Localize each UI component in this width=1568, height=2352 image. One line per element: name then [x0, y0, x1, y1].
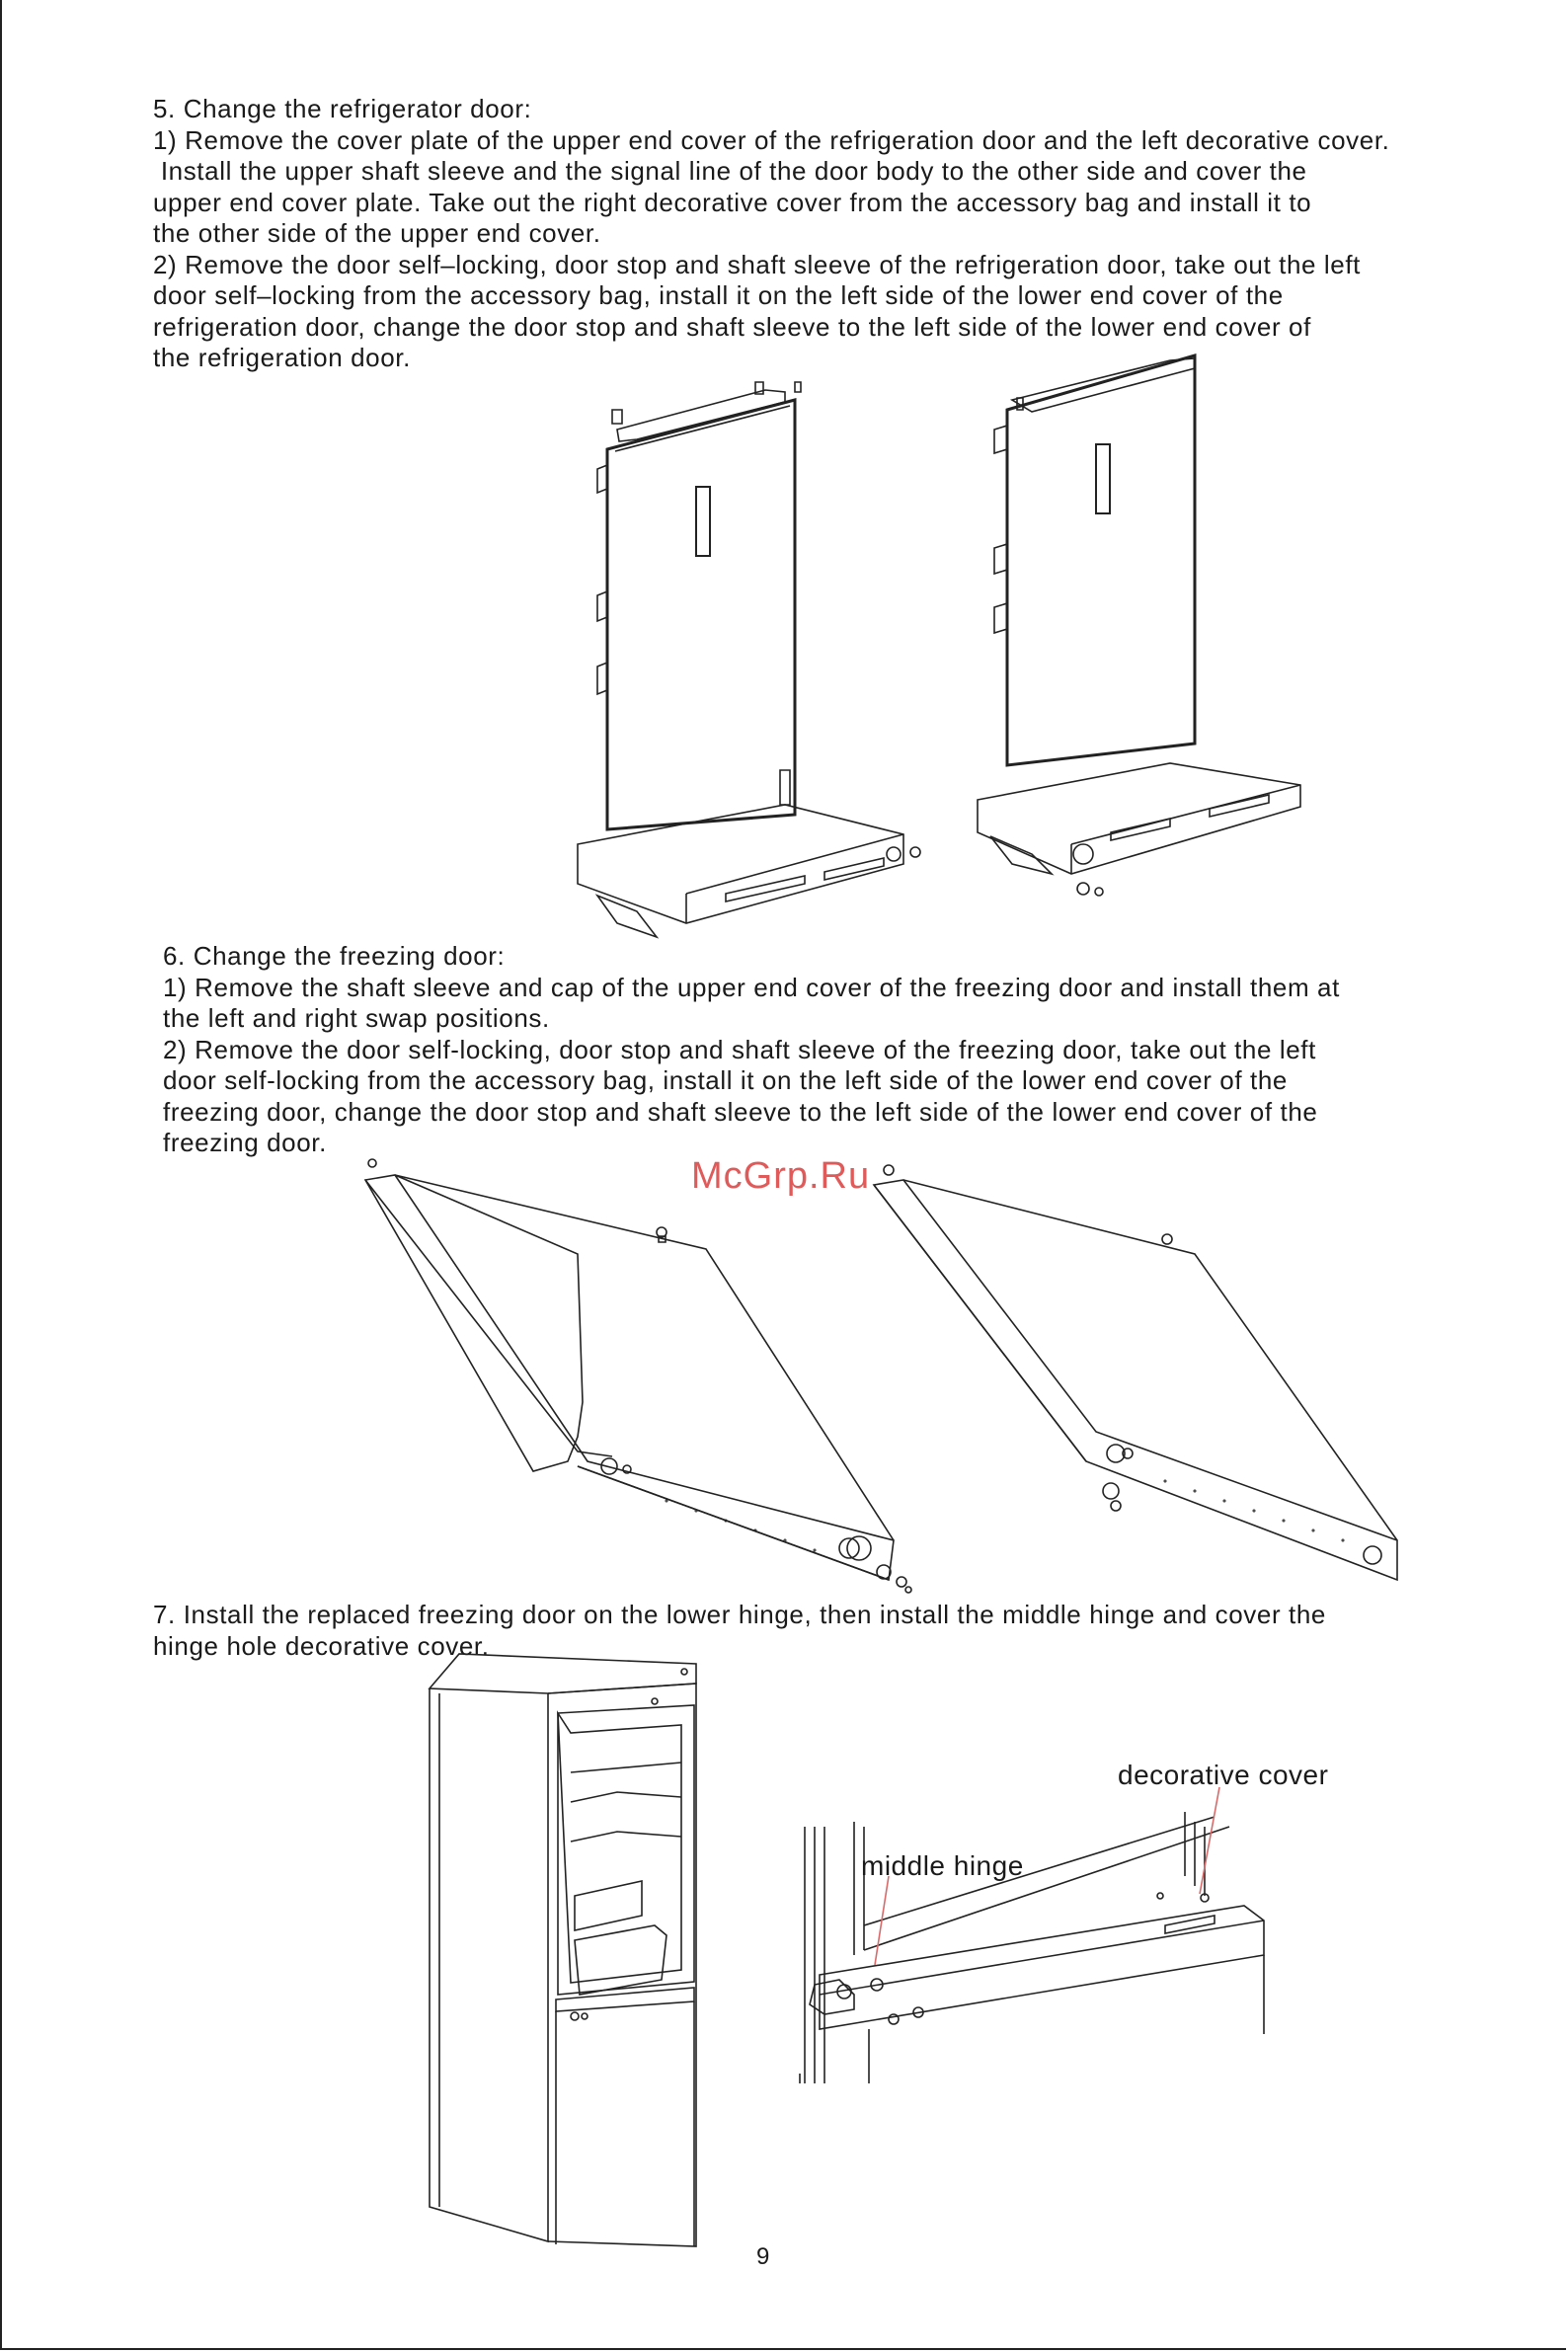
section-5-instructions: [153, 94, 1389, 374]
decorative-cover-leader: [1200, 1787, 1219, 1894]
section-7-heading: 7. Install the replaced freezing door on the lower hinge, then install the middle hinge and cover the: [153, 1600, 1326, 1629]
freezing-door-after-illustration: [869, 1165, 1422, 1619]
label-leader-lines: [869, 1787, 1224, 1985]
middle-hinge-leader: [875, 1876, 889, 1965]
section-5-line: Install the upper shaft sleeve and the signal line of the door body to the other side and cover the: [153, 156, 1307, 186]
section-6-line: 2) Remove the door self-locking, door stop and shaft sleeve of the freezing door, take out the left: [163, 1034, 1316, 1064]
refrigerator-assembled-illustration: [430, 1654, 711, 2246]
section-6-line: the left and right swap positions.: [163, 1003, 550, 1033]
section-6-line: freezing door.: [163, 1128, 327, 1157]
section-5-line: the refrigeration door.: [153, 343, 411, 372]
section-6-line: door self-locking from the accessory bag, install it on the left side of the lower end cover of the: [163, 1065, 1288, 1095]
section-5-line: door self–locking from the accessory bag, install it on the left side of the lower end cover of the: [153, 280, 1284, 310]
section-6-line: 1) Remove the shaft sleeve and cap of the upper end cover of the freezing door and install them at: [163, 972, 1340, 1002]
watermark: McGrp.Ru: [691, 1155, 871, 1197]
section-7-line: hinge hole decorative cover.: [153, 1630, 490, 1661]
section-5-line: refrigeration door, change the door stop and shaft sleeve to the left side of the lower end cover of: [153, 311, 1311, 342]
page-number: 9: [756, 2243, 770, 2270]
middle-hinge-label: middle hinge: [861, 1850, 1024, 1881]
refrigerator-door-before-illustration: [568, 370, 943, 953]
section-7-instructions: [153, 1600, 1326, 1662]
section-5-line: upper end cover plate. Take out the right decorative cover from the accessory bag and install it to: [153, 187, 1312, 217]
section-5-line: the other side of the upper end cover.: [153, 218, 601, 248]
section-5-heading: 5. Change the refrigerator door:: [153, 94, 532, 123]
decorative-cover-label: decorative cover: [1118, 1760, 1329, 1790]
section-5-line: 2) Remove the door self–locking, door stop and shaft sleeve of the refrigeration door, take out the left: [153, 249, 1361, 279]
section-6-heading: 6. Change the freezing door:: [163, 941, 506, 971]
section-5-line: 1) Remove the cover plate of the upper end cover of the refrigeration door and the left decorative cover.: [153, 124, 1390, 155]
section-6-line: freezing door, change the door stop and shaft sleeve to the left side of the lower end cover of the: [163, 1096, 1318, 1127]
freezing-door-before-illustration: [360, 1126, 923, 1619]
refrigerator-door-after-illustration: [973, 351, 1308, 903]
